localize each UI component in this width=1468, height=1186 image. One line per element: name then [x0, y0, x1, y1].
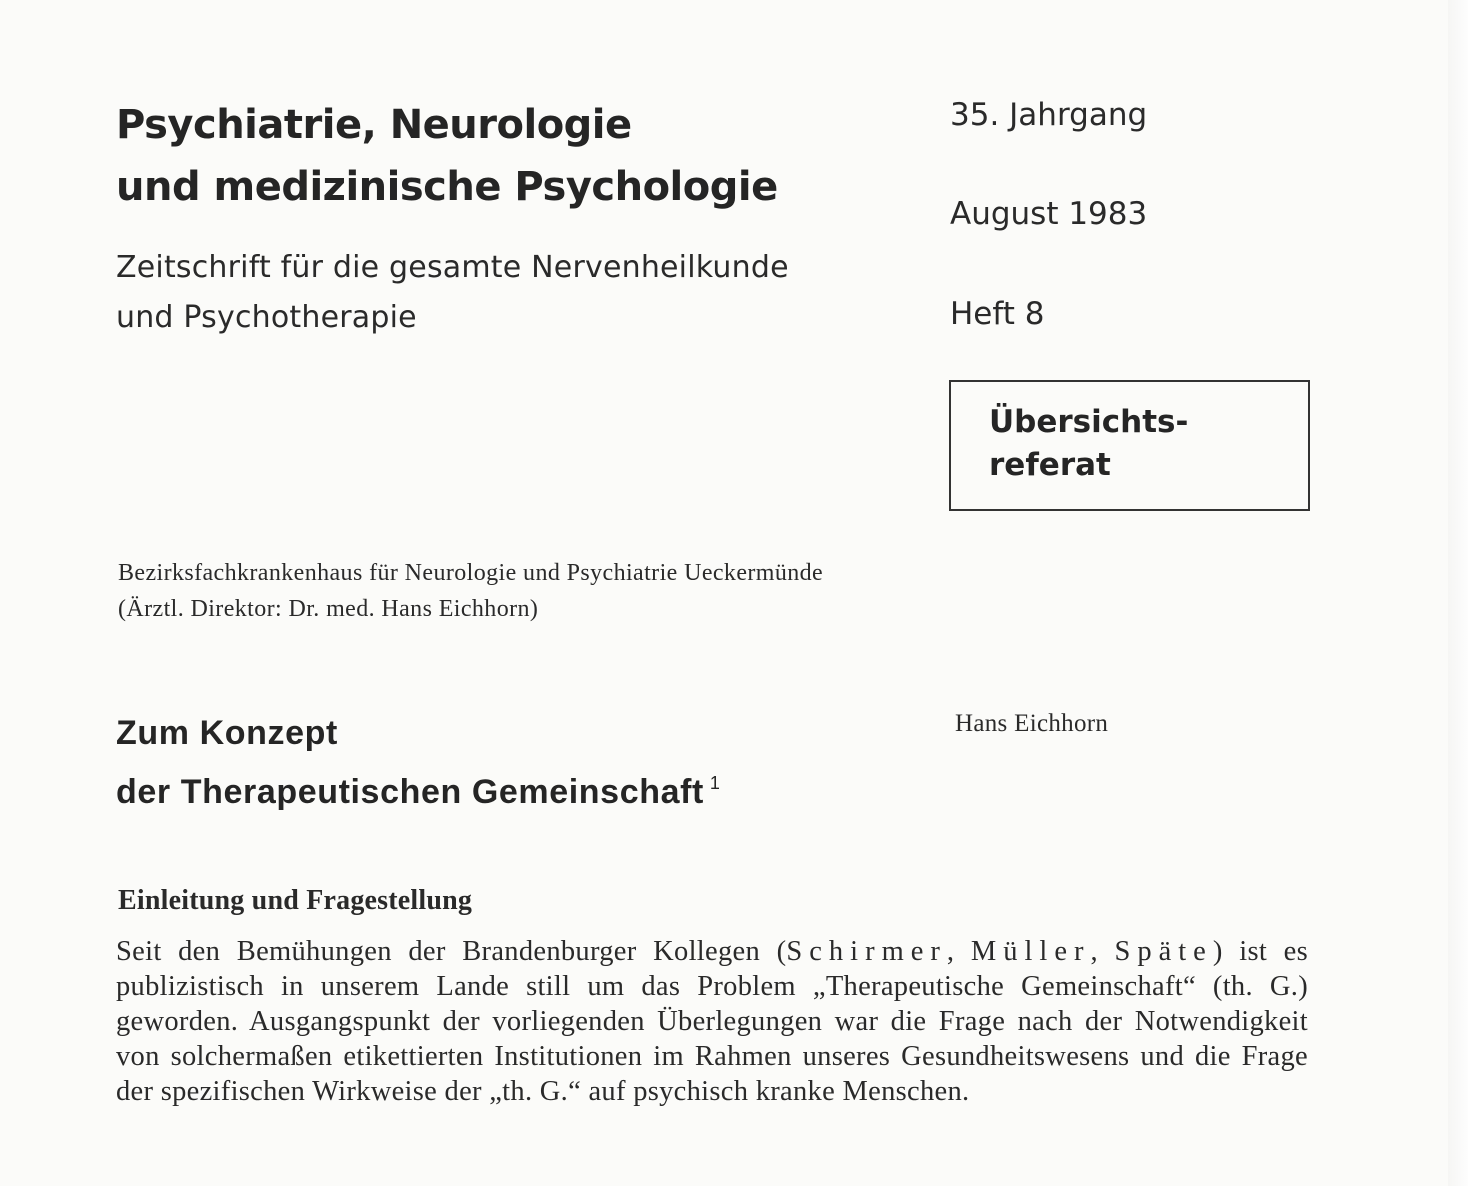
issue-date: August 1983 — [950, 196, 1148, 232]
footnote-mark: 1 — [709, 773, 721, 793]
category-box — [949, 380, 1310, 511]
scan-edge — [1448, 0, 1468, 1186]
category-label-line1: Übersichts- — [989, 404, 1189, 440]
issue-volume: 35. Jahrgang — [950, 97, 1148, 133]
article-title-line1: Zum Konzept — [116, 714, 338, 752]
affiliation-line1: Bezirksfachkrankenhaus für Neurologie und Psychiatrie Ueckermünde — [118, 560, 824, 586]
issue-number: Heft 8 — [950, 296, 1045, 332]
body-text-part: , — [946, 936, 971, 967]
article-title-line2: der Therapeutischen Gemeinschaft — [116, 773, 704, 811]
journal-subtitle-line1: Zeitschrift für die gesamte Nervenheilkunde — [116, 250, 789, 285]
section-heading: Einleitung und Fragestellung — [118, 885, 473, 916]
cited-name: Späte — [1114, 936, 1213, 967]
body-text-part: , — [1090, 936, 1115, 967]
affiliation-line2: (Ärztl. Direktor: Dr. med. Hans Eichhorn) — [118, 596, 539, 622]
journal-title-line2: und medizinische Psychologie — [116, 164, 778, 210]
body-text-part: ) ist es publizistisch in unserem Lande still um das Problem „Therapeutische Gemeinschaft“ (th. G.) geworden. Ausgangspunkt der vorliegenden Überlegungen war die Frage nach der Notwendigkeit von solchermaßen etikettierten Institutionen im Rahmen unseres Gesundheitswesens und die Frage der spezifischen Wirkweise der „th. G.“ auf psychisch kranke Menschen. — [116, 936, 1308, 1107]
journal-title-line1: Psychiatrie, Neurologie — [116, 102, 632, 148]
journal-title — [116, 94, 778, 218]
body-text-part: Seit den Bemühungen der Brandenburger Kollegen ( — [116, 936, 787, 967]
article-title-line2-wrap — [116, 758, 721, 817]
cited-name: Müller — [970, 936, 1091, 967]
body-paragraph — [116, 934, 1308, 1109]
affiliation — [118, 555, 823, 627]
category-label-line2: referat — [989, 447, 1111, 483]
journal-subtitle-line2: und Psychotherapie — [116, 300, 417, 335]
cited-name: Schirmer — [786, 936, 947, 967]
category-label — [989, 406, 1188, 492]
journal-subtitle — [116, 243, 789, 343]
author: Hans Eichhorn — [955, 710, 1109, 737]
article-title — [116, 708, 721, 817]
